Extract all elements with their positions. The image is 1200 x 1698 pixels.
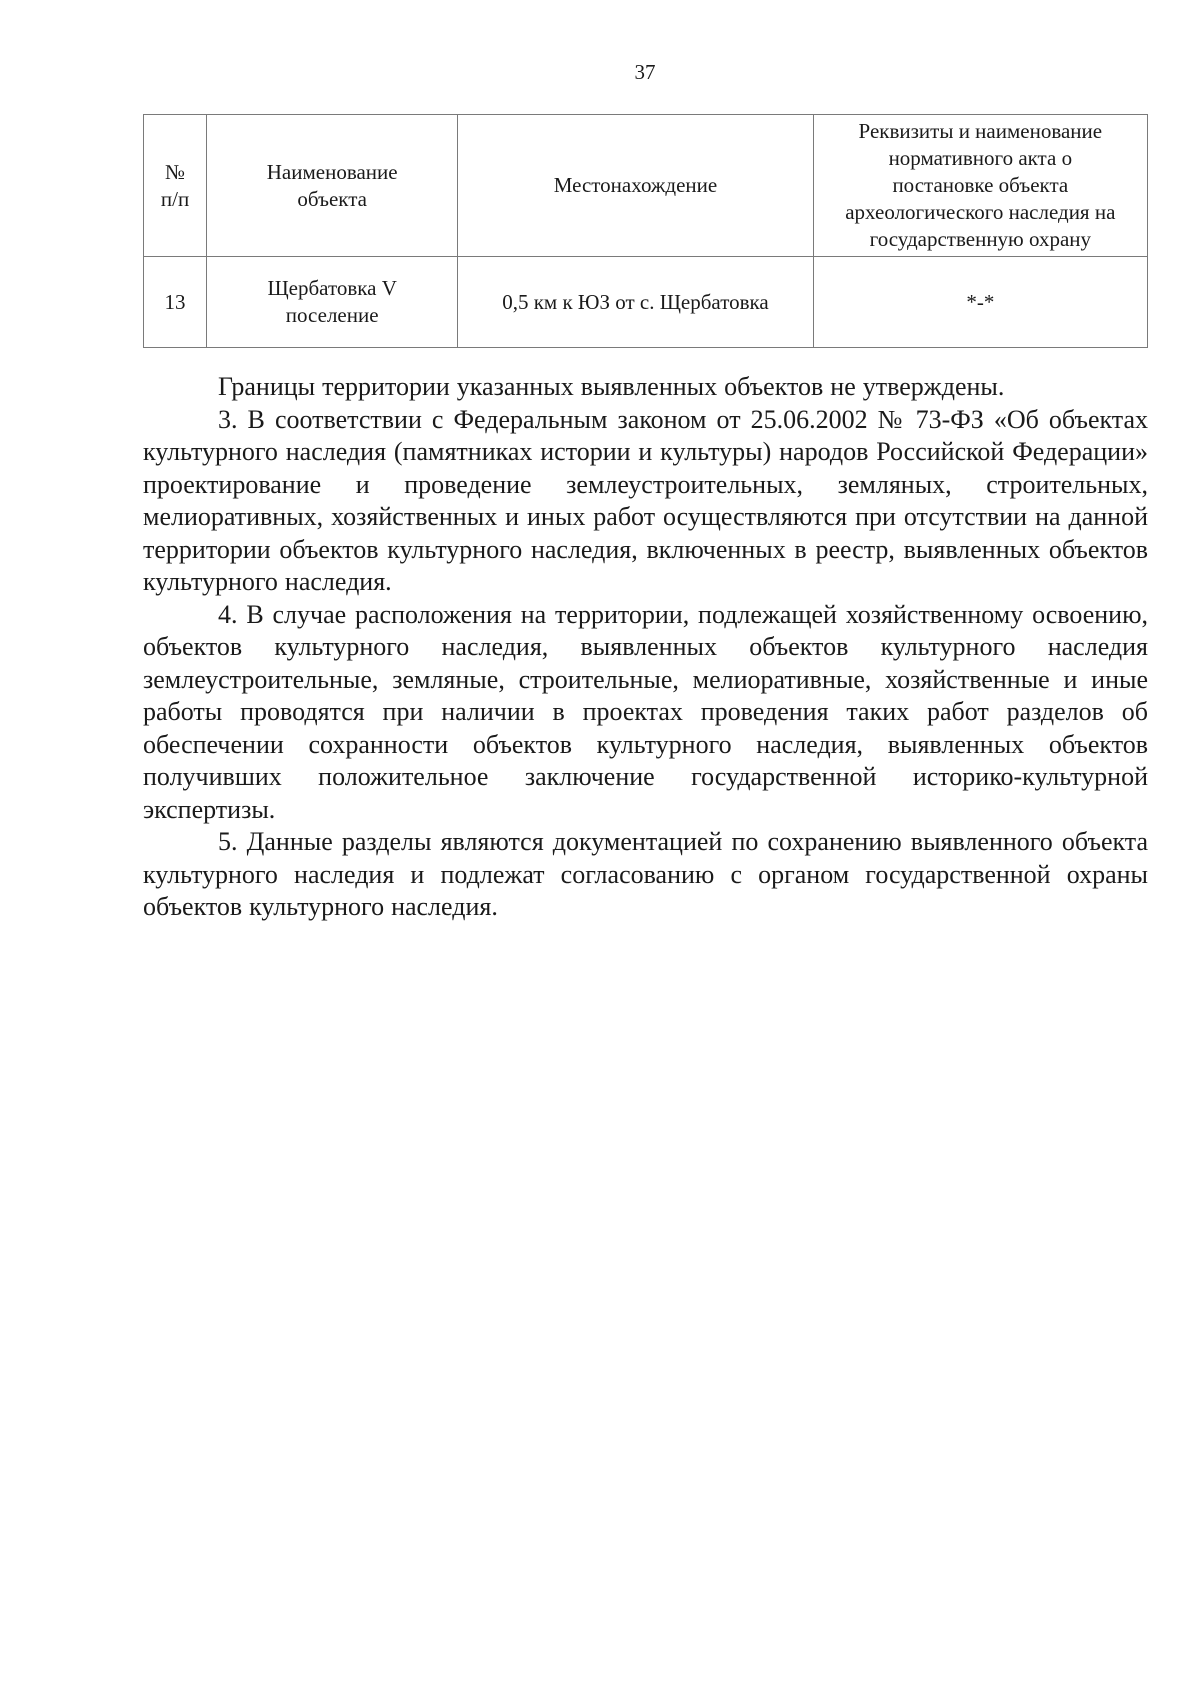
- header-location-line: Местонахождение: [553, 173, 718, 197]
- row-name-line: поселение: [285, 303, 379, 327]
- body-text: [143, 371, 1148, 924]
- header-number-line: п/п: [160, 186, 190, 211]
- header-act-line: археологического наследия на: [845, 200, 1116, 224]
- row-location: 0,5 км к ЮЗ от с. Щербатовка: [502, 289, 769, 314]
- paragraph-boundaries: Границы территории указанных выявленных объектов не утверждены.: [218, 372, 1005, 401]
- page-number: 37: [634, 60, 656, 84]
- row-location-cell: [458, 257, 813, 348]
- row-act-cell: [813, 257, 1147, 348]
- row-number: 13: [164, 289, 186, 314]
- header-act-cell: [813, 115, 1147, 257]
- objects-table: [143, 114, 1148, 348]
- row-name-cell: [207, 257, 458, 348]
- table-header-row: [144, 115, 1148, 257]
- header-name-cell: [207, 115, 458, 257]
- header-act-line: государственную охрану: [869, 227, 1092, 251]
- header-name-line: объекта: [297, 186, 367, 211]
- paragraph-item-4: 4. В случае расположения на территории, подлежащей хозяйственному освоению, объектов культурного наследия, выявленных объектов культурного наследия землеустроительные, земляные, строительные, мелиоративные, хозяйственные и иные работы проводятся при наличии в проектах проведения таких работ разделов об обеспечении сохранности объектов культурного наследия, выявленных объектов получивших положительное заключение государственной историко-культурной экспертизы.: [143, 599, 1148, 824]
- row-act: *-*: [966, 289, 995, 314]
- header-number-line: №: [165, 159, 186, 184]
- header-location-cell: [458, 115, 813, 257]
- header-act-line: постановке объекта: [892, 173, 1069, 197]
- paragraph-item-3: 3. В соответствии с Федеральным законом от 25.06.2002 № 73-ФЗ «Об объектах культурного наследия (памятниках истории и культуры) народов Российской Федерации» проектирование и проведение землеустроительных, земляных, строительных, мелиоративных, хозяйственных и иных работ осуществляются при отсутствии на данной территории объектов культурного наследия, включенных в реестр, выявленных объектов культурного наследия.: [143, 404, 1148, 596]
- header-number-cell: [144, 115, 207, 257]
- paragraph-item-5: 5. Данные разделы являются документацией по сохранению выявленного объекта культурного наследия и подлежат согласованию с органом государственной охраны объектов культурного наследия.: [143, 827, 1148, 921]
- table-row: [144, 257, 1148, 348]
- header-act-line: нормативного акта о: [888, 146, 1073, 170]
- row-name-line: Щербатовка V: [267, 276, 397, 300]
- header-act-line: Реквизиты и наименование: [858, 119, 1103, 143]
- row-number-cell: [144, 257, 207, 348]
- header-name-line: Наименование: [266, 159, 398, 184]
